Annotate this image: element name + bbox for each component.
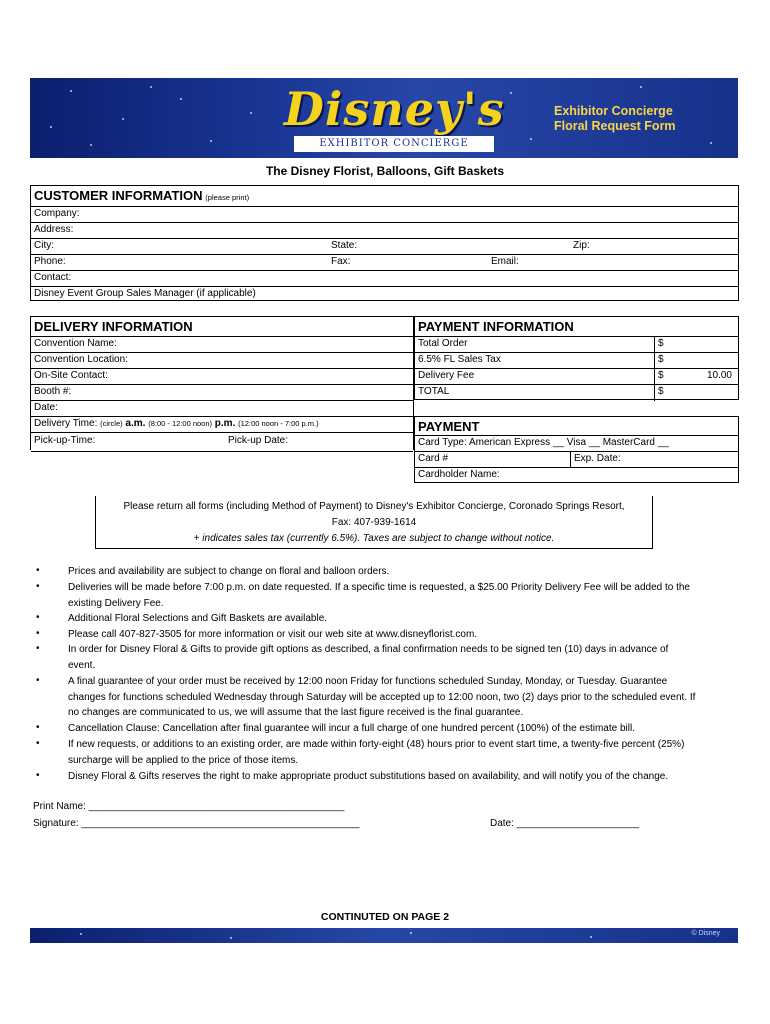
delivery-time-label xyxy=(34,418,319,429)
manager-label: Disney Event Group Sales Manager (if applicable) xyxy=(34,288,256,299)
am-option[interactable]: a.m. xyxy=(125,418,146,429)
customer-header xyxy=(34,186,249,207)
onsite-contact-row[interactable] xyxy=(31,368,413,385)
delivery-fee-label: Delivery Fee xyxy=(418,370,475,381)
disney-logo: Disney's xyxy=(284,82,505,136)
phone-row[interactable] xyxy=(31,254,738,271)
sales-tax-row[interactable] xyxy=(415,352,738,369)
signature-field[interactable]: Signature: __________________________________________________ xyxy=(33,818,360,829)
delivery-fee-value: 10.00 xyxy=(706,370,732,381)
header-banner xyxy=(30,78,738,158)
am-range: (8:00 - 12:00 noon) xyxy=(148,419,213,428)
notice-line2: Fax: 407-939-1614 xyxy=(331,517,417,528)
date-label: Date: xyxy=(34,402,58,413)
date-field[interactable]: Date: ______________________ xyxy=(490,818,640,829)
company-row[interactable] xyxy=(31,206,738,223)
return-notice xyxy=(95,496,653,549)
fax-label: Fax: xyxy=(331,256,351,267)
banner-title-line1: Exhibitor Concierge xyxy=(554,104,673,118)
convention-location-label: Convention Location: xyxy=(34,354,128,365)
total-currency: $ xyxy=(658,386,664,397)
pickup-row[interactable] xyxy=(31,432,413,452)
booth-label: Booth #: xyxy=(34,386,72,397)
address-label: Address: xyxy=(34,224,74,235)
convention-name-row[interactable] xyxy=(31,336,413,353)
total-order-row[interactable] xyxy=(415,336,738,353)
card-type-label: Card Type: American Express __ Visa __ MasterCard __ xyxy=(418,437,669,448)
list-item: Cancellation Clause: Cancellation after final guarantee will incur a full charge of one hundred percent (100%) of the estimate bill. xyxy=(68,723,635,734)
zip-label: Zip: xyxy=(573,240,590,251)
list-item: Deliveries will be made before 7:00 p.m. on date requested. If a specific time is requested, a $25.00 Priority Delivery Fee will be added to the existing Delivery Fee. xyxy=(68,582,690,609)
city-label: City: xyxy=(34,240,54,251)
pm-range: (12:00 noon - 7:00 p.m.) xyxy=(238,419,319,428)
email-label: Email: xyxy=(491,256,519,267)
convention-name-label: Convention Name: xyxy=(34,338,117,349)
continued-note: CONTINUTED ON PAGE 2 xyxy=(320,911,450,923)
convention-location-row[interactable] xyxy=(31,352,413,369)
delivery-fee-currency: $ xyxy=(658,370,664,381)
list-item: Prices and availability are subject to change on floral and balloon orders. xyxy=(68,566,390,577)
footer-banner xyxy=(30,928,738,943)
delivery-time-text: Delivery Time: xyxy=(34,418,98,429)
payment-section xyxy=(414,416,739,483)
card-type-row[interactable] xyxy=(415,435,738,452)
logo-subtitle: EXHIBITOR CONCIERGE xyxy=(294,136,494,152)
list-item: If new requests, or additions to an existing order, are made within forty-eight (48) hours prior to event start time, a twenty-five percent (25%) surcharge will be applied to the price of those items. xyxy=(68,739,685,766)
customer-information-section xyxy=(30,185,739,301)
page-subtitle: The Disney Florist, Balloons, Gift Baskets xyxy=(265,164,505,178)
list-item: In order for Disney Floral & Gifts to provide gift options as described, a final confirmation needs to be signed ten (10) days in advance of event. xyxy=(68,644,669,671)
contact-label: Contact: xyxy=(34,272,72,283)
payment-information-section xyxy=(414,316,739,400)
banner-title xyxy=(554,104,676,134)
customer-header-note: (please print) xyxy=(205,193,250,202)
delivery-time-circle: (circle) xyxy=(100,419,123,428)
pickup-time-label: Pick-up-Time: xyxy=(34,435,96,446)
total-order-label: Total Order xyxy=(418,338,468,349)
pickup-date-label: Pick-up Date: xyxy=(228,435,289,446)
list-item: Please call 407-827-3505 for more information or visit our web site at www.disneyflorist.com. xyxy=(68,629,478,640)
delivery-information-section xyxy=(30,316,414,450)
delivery-time-row[interactable] xyxy=(31,416,413,433)
delivery-fee-row[interactable] xyxy=(415,368,738,385)
onsite-contact-label: On-Site Contact: xyxy=(34,370,108,381)
delivery-header: DELIVERY INFORMATION xyxy=(34,319,193,334)
company-label: Company: xyxy=(34,208,80,219)
payment-header: PAYMENT xyxy=(418,419,480,434)
address-row[interactable] xyxy=(31,222,738,239)
copyright-text: © Disney xyxy=(691,930,720,937)
list-item: Disney Floral & Gifts reserves the right to make appropriate product substitutions based on availability, and will notify you of the change. xyxy=(68,771,669,782)
contact-row[interactable] xyxy=(31,270,738,287)
total-label: TOTAL xyxy=(418,386,450,397)
total-order-currency: $ xyxy=(658,338,664,349)
list-item: Additional Floral Selections and Gift Baskets are available. xyxy=(68,613,328,624)
city-row[interactable] xyxy=(31,238,738,255)
notice-line3: + indicates sales tax (currently 6.5%). Taxes are subject to change without notice. xyxy=(193,533,555,544)
sales-tax-currency: $ xyxy=(658,354,664,365)
manager-row[interactable] xyxy=(31,286,738,302)
state-label: State: xyxy=(331,240,358,251)
list-item: A final guarantee of your order must be received by 12:00 noon Friday for functions scheduled Sunday, Monday, or Tuesday. Guarantee changes for functions scheduled Wednesday through Saturday will be accepted up to 12:00 noon, two (2) days prior to the scheduled event. If no changes are communicated to us, we will assume that the last figure received is the final guarantee. xyxy=(68,676,696,719)
exp-date-label: Exp. Date: xyxy=(574,453,621,464)
payment-information-header: PAYMENT INFORMATION xyxy=(418,319,574,334)
cardholder-row[interactable] xyxy=(415,467,738,484)
date-row[interactable] xyxy=(31,400,413,417)
card-number-row[interactable] xyxy=(415,451,738,468)
print-name-field[interactable]: Print Name: ______________________________________________ xyxy=(33,801,345,812)
sales-tax-label: 6.5% FL Sales Tax xyxy=(418,354,501,365)
banner-title-line2: Floral Request Form xyxy=(554,119,676,133)
customer-header-title: CUSTOMER INFORMATION xyxy=(34,188,203,203)
phone-label: Phone: xyxy=(34,256,66,267)
notice-line1: Please return all forms (including Method of Payment) to Disney's Exhibitor Concierge, Coronado Springs Resort, xyxy=(123,501,625,512)
card-number-label: Card # xyxy=(418,453,449,464)
total-row[interactable] xyxy=(415,384,738,401)
cardholder-label: Cardholder Name: xyxy=(418,469,500,480)
booth-row[interactable] xyxy=(31,384,413,401)
pm-option[interactable]: p.m. xyxy=(214,418,236,429)
